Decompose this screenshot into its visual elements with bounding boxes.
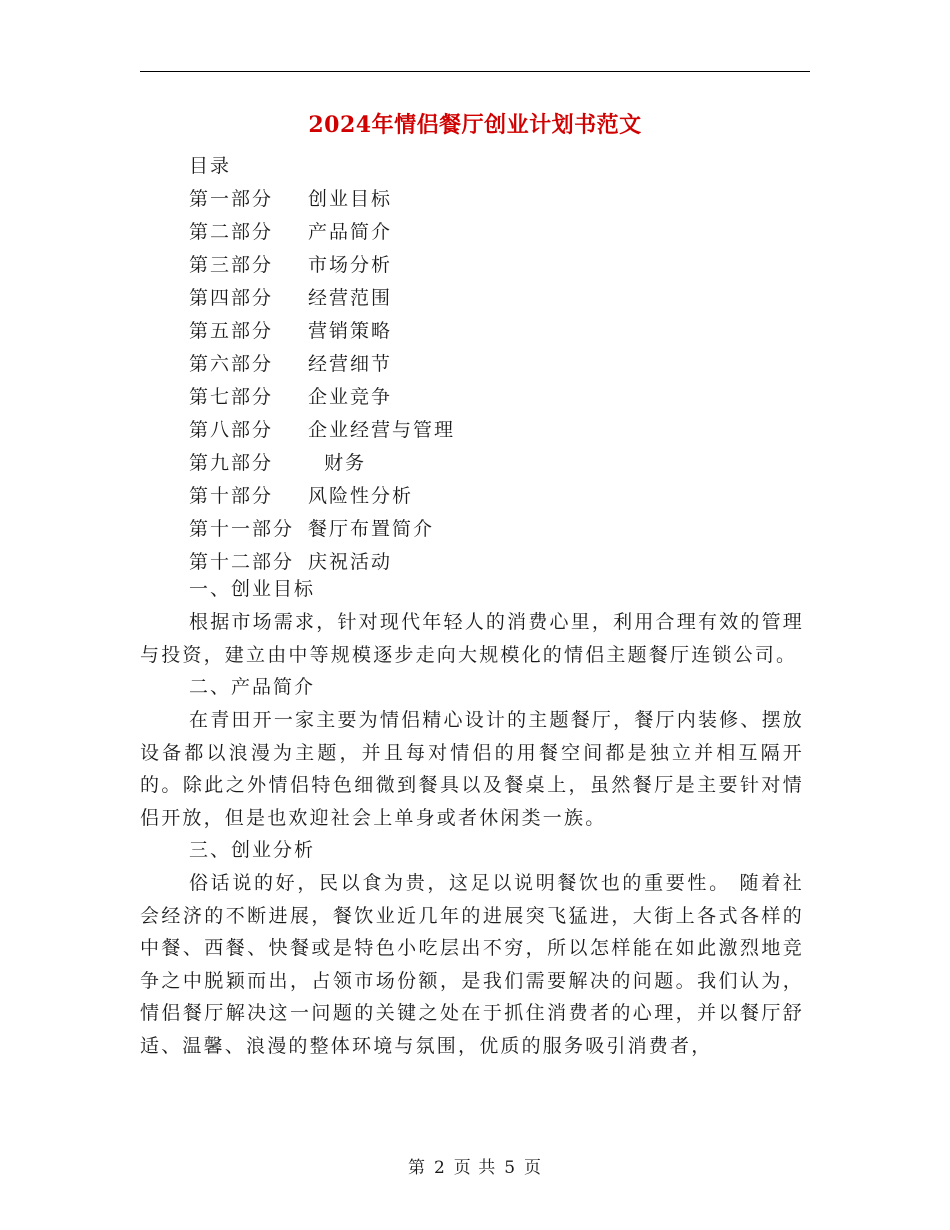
toc-item <box>189 513 455 546</box>
toc-part-name: 财务 <box>308 452 367 474</box>
toc-part-name: 营销策略 <box>308 320 393 342</box>
toc-item <box>189 447 455 480</box>
footer-page-number: 2 <box>433 1158 446 1178</box>
toc-part-label: 第八部分 <box>189 419 274 441</box>
document-title: 2024年情侣餐厅创业计划书范文 <box>308 112 642 138</box>
toc-part-label: 第十一部分 <box>189 518 295 540</box>
toc-part-name: 产品简介 <box>308 221 393 243</box>
footer-suffix: 页 <box>524 1158 543 1178</box>
toc-item <box>189 348 455 381</box>
table-of-contents <box>189 150 455 579</box>
section-paragraph: 根据市场需求，针对现代年轻人的消费心里，利用合理有效的管理与投资，建立由中等规模逐步走向大规模化的情侣主题餐厅连锁公司。 <box>140 611 804 666</box>
section-paragraph: 在青田开一家主要为情侣精心设计的主题餐厅，餐厅内装修、摆放设备都以浪漫为主题，并且每对情侣的用餐空间都是独立并相互隔开的。除此之外情侣特色细微到餐具以及餐桌上，虽然餐厅是主要针对情侣开放，但是也欢迎社会上单身或者休闲类一族。 <box>140 709 804 829</box>
toc-item <box>189 480 455 513</box>
toc-part-label: 第五部分 <box>189 320 274 342</box>
section-heading: 二、产品简介 <box>189 676 316 698</box>
toc-part-name: 餐厅布置简介 <box>308 518 435 540</box>
toc-item <box>189 183 455 216</box>
footer-page-total: 5 <box>504 1158 517 1178</box>
section-heading: 一、创业目标 <box>189 578 316 600</box>
toc-item <box>189 381 455 414</box>
toc-part-label: 第十二部分 <box>189 551 295 573</box>
toc-part-name: 创业目标 <box>308 188 393 210</box>
footer-prefix: 第 <box>407 1158 426 1178</box>
toc-heading: 目录 <box>189 155 232 177</box>
toc-part-label: 第一部分 <box>189 188 274 210</box>
toc-part-name: 企业经营与管理 <box>308 419 456 441</box>
toc-part-name: 风险性分析 <box>308 485 414 507</box>
toc-part-label: 第四部分 <box>189 287 274 309</box>
header-rule <box>140 71 810 72</box>
toc-part-label: 第二部分 <box>189 221 274 243</box>
section-heading: 三、创业分析 <box>189 839 316 861</box>
toc-part-name: 经营范围 <box>308 287 393 309</box>
toc-part-label: 第七部分 <box>189 386 274 408</box>
page-footer <box>0 1153 950 1178</box>
section-paragraph: 俗话说的好，民以食为贵，这足以说明餐饮也的重要性。 随着社会经济的不断进展，餐饮业近几年的进展突飞猛进，大街上各式各样的中餐、西餐、快餐或是特色小吃层出不穷，所以怎样能在如此激烈地竞争之中脱颖而出，占领市场份额，是我们需要解决的问题。我们认为，情侣餐厅解决这一问题的关键之处在于抓住消费者的心理，并以餐厅舒适、温馨、浪漫的整体环境与氛围，优质的服务吸引消费者， <box>140 872 804 1057</box>
toc-item <box>189 315 455 348</box>
toc-part-name: 经营细节 <box>308 353 393 375</box>
toc-part-label: 第六部分 <box>189 353 274 375</box>
toc-item <box>189 414 455 447</box>
toc-part-name: 企业竞争 <box>308 386 393 408</box>
toc-item <box>189 216 455 249</box>
toc-part-label: 第九部分 <box>189 452 274 474</box>
toc-part-name: 市场分析 <box>308 254 393 276</box>
toc-item <box>189 282 455 315</box>
toc-item <box>189 249 455 282</box>
toc-part-label: 第三部分 <box>189 254 274 276</box>
document-body <box>140 573 804 1062</box>
toc-part-label: 第十部分 <box>189 485 274 507</box>
footer-mid: 页 共 <box>453 1158 497 1178</box>
toc-part-name: 庆祝活动 <box>308 551 393 573</box>
